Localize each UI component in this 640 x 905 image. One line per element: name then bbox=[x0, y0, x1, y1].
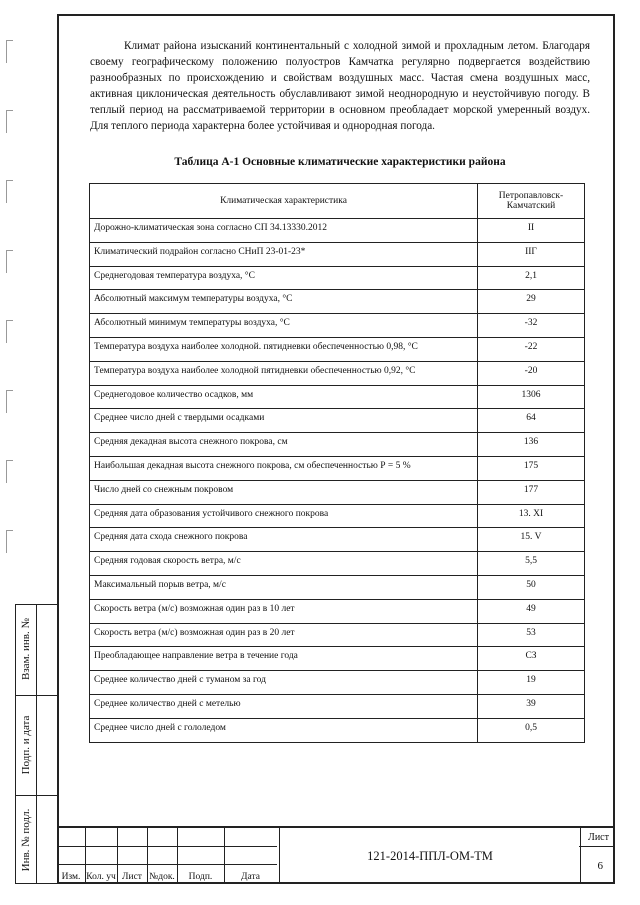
row-value: -22 bbox=[478, 337, 585, 361]
vzam-inv-label: Взам. инв. № bbox=[20, 618, 32, 680]
row-label: Дорожно-климатическая зона согласно СП 34.13330.2012 bbox=[90, 219, 478, 243]
row-value: 1306 bbox=[478, 385, 585, 409]
table-row bbox=[90, 385, 585, 409]
table-row bbox=[90, 266, 585, 290]
row-value: 0,5 bbox=[478, 718, 585, 742]
table-row bbox=[90, 528, 585, 552]
row-label: Среднегодовая температура воздуха, °С bbox=[90, 266, 478, 290]
row-value: 19 bbox=[478, 671, 585, 695]
header-location: Петропавловск-Камчатский bbox=[478, 184, 585, 219]
table-row bbox=[90, 314, 585, 338]
col-kol-uch: Кол. уч bbox=[86, 872, 116, 882]
document-code: 121-2014-ППЛ-ОМ-ТМ bbox=[279, 828, 581, 884]
row-label: Абсолютный максимум температуры воздуха, °С bbox=[90, 290, 478, 314]
row-label: Температура воздуха наиболее холодной пятидневки обеспеченностью 0,92, °С bbox=[90, 361, 478, 385]
row-value: -32 bbox=[478, 314, 585, 338]
side-stamp bbox=[15, 604, 57, 884]
row-label: Преобладающее направление ветра в течение года bbox=[90, 647, 478, 671]
row-value: II bbox=[478, 219, 585, 243]
table-row bbox=[90, 337, 585, 361]
row-label: Среднее число дней с твердыми осадками bbox=[90, 409, 478, 433]
row-value: 175 bbox=[478, 456, 585, 480]
table-row bbox=[90, 575, 585, 599]
row-value: 5,5 bbox=[478, 552, 585, 576]
table-header-row bbox=[90, 184, 585, 219]
sheet-label: Лист bbox=[588, 832, 609, 843]
col-ndok: №док. bbox=[149, 872, 175, 882]
table-row bbox=[90, 433, 585, 457]
table-row bbox=[90, 694, 585, 718]
row-value: 13. XI bbox=[478, 504, 585, 528]
row-label: Средняя дата схода снежного покрова bbox=[90, 528, 478, 552]
row-value: IIГ bbox=[478, 242, 585, 266]
row-label: Абсолютный минимум температуры воздуха, °С bbox=[90, 314, 478, 338]
table-row bbox=[90, 552, 585, 576]
row-label: Температура воздуха наиболее холодной. пятидневки обеспеченностью 0,98, °С bbox=[90, 337, 478, 361]
row-label: Средняя годовая скорость ветра, м/с bbox=[90, 552, 478, 576]
row-label: Число дней со снежным покровом bbox=[90, 480, 478, 504]
table-row bbox=[90, 599, 585, 623]
row-label: Скорость ветра (м/с) возможная один раз в 10 лет bbox=[90, 599, 478, 623]
climate-table bbox=[89, 183, 585, 743]
row-value: 39 bbox=[478, 694, 585, 718]
row-label: Средняя дата образования устойчивого снежного покрова bbox=[90, 504, 478, 528]
row-label: Климатический подрайон согласно СНиП 23-01-23* bbox=[90, 242, 478, 266]
table-row bbox=[90, 361, 585, 385]
table-row bbox=[90, 242, 585, 266]
table-row bbox=[90, 456, 585, 480]
table-row bbox=[90, 480, 585, 504]
podp-data-label: Подп. и дата bbox=[20, 715, 32, 775]
table-row bbox=[90, 219, 585, 243]
table-row bbox=[90, 409, 585, 433]
intro-text: Климат района изысканий континентальный с холодной зимой и прохладным летом. Благодаря своему географическому положению полуостров Камчатка регулярно подвергается воздействию разнообразных по происхождению и свойствам воздушных масс. Частая смена воздушных масс, активная циклоническая деятельность обуславливают зимой неоднородную и неустойчивую погоду. В теплый период на рассматриваемой территории в основном преобладает морской умеренный воздух. Для теплого периода характерна более устойчивая и однородная погода. bbox=[90, 40, 590, 132]
row-label: Максимальный порыв ветра, м/с bbox=[90, 575, 478, 599]
row-label: Среднегодовое количество осадков, мм bbox=[90, 385, 478, 409]
row-value: 29 bbox=[478, 290, 585, 314]
col-list: Лист bbox=[122, 872, 142, 882]
row-value: 2,1 bbox=[478, 266, 585, 290]
table-row bbox=[90, 504, 585, 528]
row-value: СЗ bbox=[478, 647, 585, 671]
table-row bbox=[90, 718, 585, 742]
header-characteristic: Климатическая характеристика bbox=[90, 184, 478, 219]
row-value: 136 bbox=[478, 433, 585, 457]
row-label: Среднее количество дней с туманом за год bbox=[90, 671, 478, 695]
sheet-number: 6 bbox=[597, 860, 603, 872]
row-label: Средняя декадная высота снежного покрова, см bbox=[90, 433, 478, 457]
row-label: Наибольшая декадная высота снежного покрова, см обеспеченностью Р = 5 % bbox=[90, 456, 478, 480]
row-value: 50 bbox=[478, 575, 585, 599]
inv-podl-label: Инв. № подл. bbox=[20, 808, 32, 872]
row-value: 64 bbox=[478, 409, 585, 433]
table-title: Таблица А-1 Основные климатические характеристики района bbox=[174, 156, 506, 168]
row-label: Среднее число дней с гололедом bbox=[90, 718, 478, 742]
col-izm: Изм. bbox=[61, 872, 81, 882]
table-row bbox=[90, 623, 585, 647]
col-podp: Подп. bbox=[188, 872, 213, 882]
row-value: -20 bbox=[478, 361, 585, 385]
revision-grid bbox=[57, 828, 277, 884]
row-value: 177 bbox=[478, 480, 585, 504]
row-value: 15. V bbox=[478, 528, 585, 552]
row-value: 53 bbox=[478, 623, 585, 647]
row-value: 49 bbox=[478, 599, 585, 623]
intro-paragraph bbox=[90, 38, 590, 134]
row-label: Среднее количество дней с метелью bbox=[90, 694, 478, 718]
row-label: Скорость ветра (м/с) возможная один раз в 20 лет bbox=[90, 623, 478, 647]
table-row bbox=[90, 671, 585, 695]
col-data: Дата bbox=[241, 872, 260, 882]
table-row bbox=[90, 290, 585, 314]
title-block bbox=[57, 826, 615, 884]
table-row bbox=[90, 647, 585, 671]
